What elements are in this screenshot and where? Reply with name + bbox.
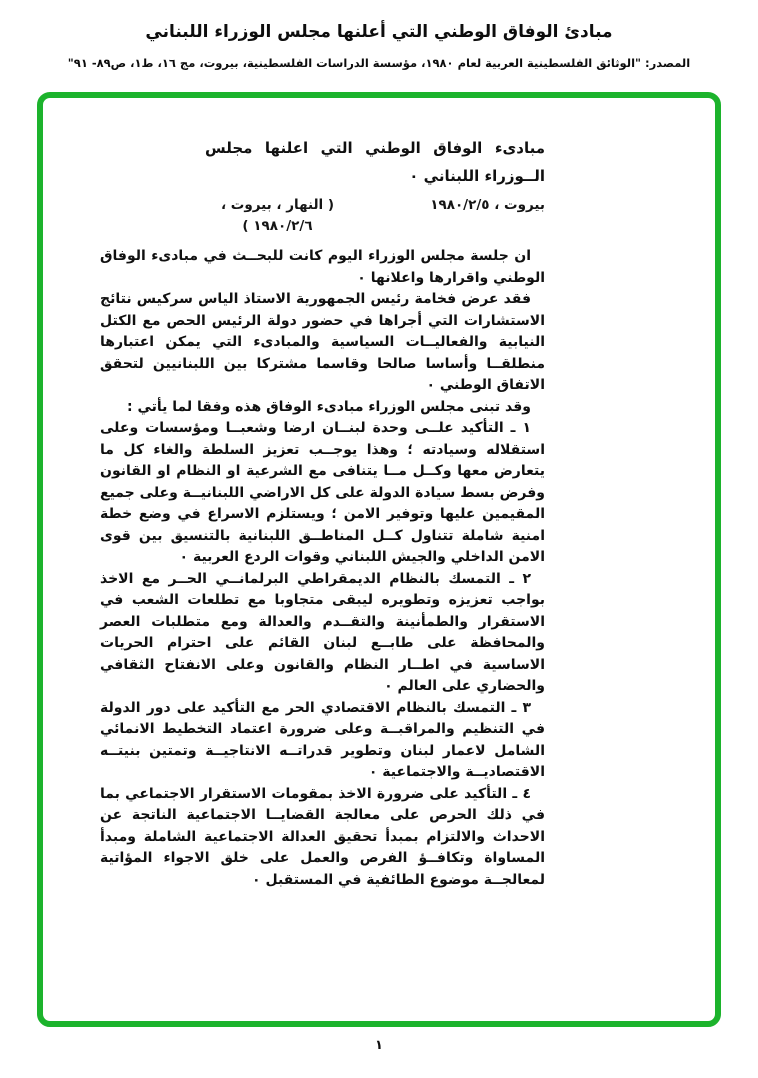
dateline — [205, 195, 545, 237]
page-title: مبادئ الوفاق الوطني التي أعلنها مجلس الوزراء اللبناني — [145, 22, 613, 42]
dateline-newspaper-citation: ( النهار ، بيروت ، ١٩٨٠/٢/٦ ) — [220, 197, 335, 234]
paragraph-president-presentation: فقد عرض فخامة رئيس الجمهورية الاستاذ الياس سركيس نتائج الاستشارات التي أجراها في حضور دولة الرئيس الحص مع الكتل النيابية والفعاليــات السياسية والمبادىء التي يمكن اعتبارها منطلقــا وأساسا صالحا وقاسما مشتركا بين اللبنانيين لتحقق الاتفاق الوطني ٠ — [100, 291, 545, 393]
document-body — [100, 134, 545, 891]
principle-item-4: ٤ ـ التأكيد على ضرورة الاخذ بمقومات الاستقرار الاجتماعي بما في ذلك الحرص على معالجة القضايــا الاجتماعية الناتجة عن الاحداث والالتزام بمبدأ تحقيق العدالة الاجتماعية الشاملة ومبدأ المساواة وتكافــؤ الفرص والعمل على خلق الاجواء المؤاتية لمعالجــة موضوع الطائفية في المستقبل ٠ — [100, 785, 545, 888]
highlight-frame — [37, 92, 721, 1027]
source-citation: المصدر: "الوثائق الفلسطينية العربية لعام ١٩٨٠، مؤسسة الدراسات الفلسطينية، بيروت، مج ١٦، ط١، ص٨٩- ٩١" — [67, 56, 691, 70]
paragraph-intro: ان جلسة مجلس الوزراء اليوم كانت للبحــث في مبادىء الوفاق الوطني واقرارها واعلانها ٠ — [100, 248, 545, 286]
paragraph-adoption: وقد تبنى مجلس الوزراء مبادىء الوفاق هذه وفقا لما يأتي : — [127, 398, 531, 415]
principle-item-3: ٣ ـ التمسك بالنظام الاقتصادي الحر مع التأكيد على دور الدولة في التنظيم والمراقبــة وعلى ضرورة اعتماد التخطيط الانمائي الشامل لاعمار لبنان وتطوير قدراتــه الانتاجيــة وتمتين بنيتــه الاقتصاديــة والاجتماعية ٠ — [100, 699, 545, 780]
page-number: ١ — [375, 1038, 383, 1053]
principle-item-1: ١ ـ التأكيد علــى وحدة لبنــان ارضا وشعبــا ومؤسسات وعلى استقلاله وسيادته ؛ وهذا يوجــب تعزيز السلطة والغاء كل ما يتعارض معها وكــل مــا يتنافى مع الشرعية او النظام او القانون وفرض بسط سيادة الدولة على كل الاراضي اللبنانيــة وعلى جميع المقيمين عليها وتوفير الامن ؛ ويستلزم الاسراع في وضع خطة امنية شاملة تتناول كــل المناطــق اللبنانية بالتنسيق بين قوى الامن الداخلي والجيش اللبناني وقوات الردع العربية ٠ — [100, 420, 545, 565]
dateline-place-date: بيروت ، ١٩٨٠/٢/٥ — [430, 197, 545, 213]
principle-item-2: ٢ ـ التمسك بالنظام الديمقراطي البرلمانــي الحــر مع الاخذ بواجب تعزيزه وتطويره ليبقى متجاوبا مع تطلعات الشعب في الاستقرار والطمأنينة والتقــدم والعدالة ومع متطلبات العصر والمحافظة على طابــع لبنان القائم على احترام الحريات الاساسية في اطــار النظام والقانون وعلى الانفتاح الثقافي والحضاري على العالم ٠ — [100, 570, 545, 694]
document-heading: مبادىء الوفاق الوطني التي اعلنها مجلس الــوزراء اللبناني ٠ — [205, 139, 545, 185]
